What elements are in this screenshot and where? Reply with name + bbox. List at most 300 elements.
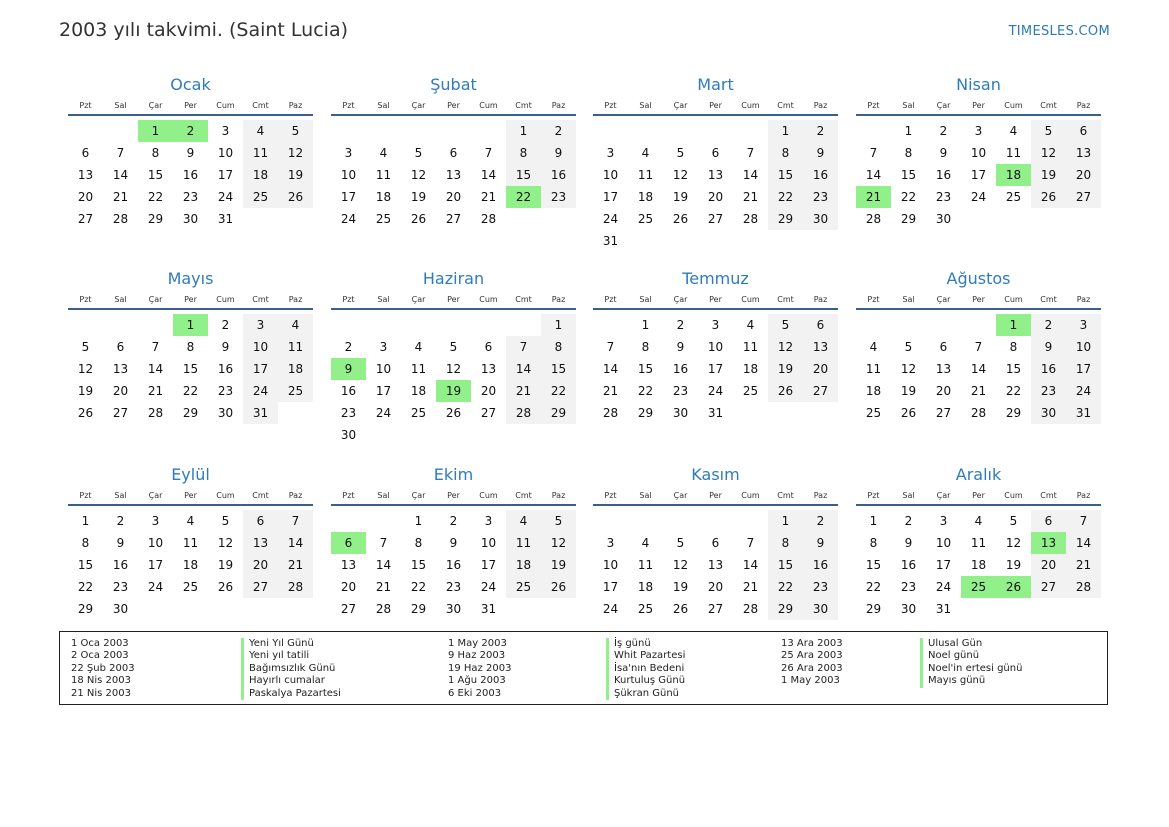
weekday-label: Sal — [902, 295, 915, 304]
weekday-label: Paz — [1076, 101, 1091, 110]
weekday-label: Pzt — [867, 491, 880, 500]
day-cell: 13 — [112, 362, 129, 376]
day-cell: 18 — [182, 558, 199, 572]
day-cell: 9 — [1031, 336, 1066, 358]
day-cell: 15 — [768, 164, 803, 186]
day-cell: 23 — [182, 190, 199, 204]
day-cell: 12 — [1005, 536, 1022, 550]
legend-holiday-name: İsa'nın Bedeni — [606, 663, 685, 675]
day-cell: 12 — [217, 536, 234, 550]
day-cell: 5 — [904, 340, 913, 354]
day-cell: 26 — [900, 406, 917, 420]
weekday-label: Sal — [377, 101, 390, 110]
weekday-label: Çar — [673, 101, 688, 110]
day-cell: 6 — [449, 146, 458, 160]
day-cell: 16 — [672, 362, 689, 376]
day-cell: 9 — [939, 146, 948, 160]
day-cell: 27 — [112, 406, 129, 420]
day-cell: 8 — [81, 536, 90, 550]
day-cell: 30 — [445, 602, 462, 616]
day-cell: 3 — [344, 146, 353, 160]
day-cell: 14 — [865, 168, 882, 182]
day-grid — [68, 120, 313, 230]
legend-date: 1 Oca 2003 — [71, 638, 129, 649]
weekday-header — [68, 98, 313, 116]
weekday-label: Cum — [741, 295, 760, 304]
weekday-label: Pzt — [79, 491, 92, 500]
day-cell: 1 — [768, 120, 803, 142]
day-cell: 13 — [480, 362, 497, 376]
legend-names-col-1 — [241, 638, 341, 700]
day-cell: 29 — [637, 406, 654, 420]
day-cell: 11 — [970, 536, 987, 550]
day-cell: 25 — [375, 212, 392, 226]
day-cell: 4 — [414, 340, 423, 354]
day-cell: 24 — [147, 580, 164, 594]
day-cell: 12 — [410, 168, 427, 182]
day-grid — [593, 510, 838, 620]
day-cell: 7 — [974, 340, 983, 354]
day-cell: 24 — [935, 580, 952, 594]
day-cell: 30 — [900, 602, 917, 616]
day-cell: 26 — [768, 380, 803, 402]
day-cell: 27 — [480, 406, 497, 420]
weekday-label: Cum — [1004, 491, 1023, 500]
day-cell: 31 — [707, 406, 724, 420]
weekday-label: Cmt — [777, 295, 794, 304]
day-cell: 31 — [602, 234, 619, 248]
day-cell: 31 — [480, 602, 497, 616]
day-cell: 22 — [1005, 384, 1022, 398]
day-cell: 17 — [217, 168, 234, 182]
day-cell: 5 — [1031, 120, 1066, 142]
day-cell: 2 — [803, 510, 838, 532]
month-name: Aralık — [955, 465, 1002, 484]
day-cell: 24 — [217, 190, 234, 204]
day-cell: 19 — [672, 190, 689, 204]
day-cell: 17 — [1066, 358, 1101, 380]
day-cell: 11 — [182, 536, 199, 550]
weekday-label: Çar — [411, 101, 426, 110]
day-cell: 31 — [217, 212, 234, 226]
holiday-day-cell: 1 — [138, 120, 173, 142]
day-cell: 4 — [506, 510, 541, 532]
day-cell: 4 — [974, 514, 983, 528]
day-cell: 10 — [375, 362, 392, 376]
legend-holiday-name: Noel günü — [920, 650, 1022, 662]
day-cell: 26 — [672, 212, 689, 226]
day-cell: 24 — [707, 384, 724, 398]
day-cell: 18 — [375, 190, 392, 204]
day-cell: 12 — [672, 168, 689, 182]
day-cell: 1 — [541, 314, 576, 336]
legend-holiday-name: Ulusal Gün — [920, 638, 1022, 650]
day-cell: 29 — [410, 602, 427, 616]
weekday-label: Sal — [639, 491, 652, 500]
day-cell: 5 — [414, 146, 423, 160]
day-cell: 21 — [602, 384, 619, 398]
day-cell: 24 — [1066, 380, 1101, 402]
day-cell: 27 — [935, 406, 952, 420]
month-name: Temmuz — [682, 269, 749, 288]
day-cell: 23 — [217, 384, 234, 398]
day-cell: 23 — [935, 190, 952, 204]
day-cell: 28 — [602, 406, 619, 420]
day-cell: 8 — [186, 340, 195, 354]
day-cell: 19 — [900, 384, 917, 398]
holiday-day-cell: 22 — [506, 186, 541, 208]
day-cell: 22 — [77, 580, 94, 594]
day-cell: 21 — [970, 384, 987, 398]
day-cell: 3 — [711, 318, 720, 332]
weekday-label: Cum — [216, 295, 235, 304]
day-cell: 10 — [1066, 336, 1101, 358]
day-cell: 22 — [541, 380, 576, 402]
day-cell: 23 — [900, 580, 917, 594]
day-cell: 17 — [602, 190, 619, 204]
day-cell: 19 — [410, 190, 427, 204]
day-cell: 1 — [768, 510, 803, 532]
day-cell: 3 — [221, 124, 230, 138]
day-cell: 26 — [541, 576, 576, 598]
legend-holiday-name: Bağımsızlık Günü — [241, 663, 341, 675]
day-cell: 9 — [904, 536, 913, 550]
weekday-label: Per — [184, 101, 197, 110]
day-cell: 21 — [278, 554, 313, 576]
day-cell: 16 — [445, 558, 462, 572]
weekday-label: Pzt — [604, 295, 617, 304]
weekday-label: Cmt — [252, 491, 269, 500]
day-cell: 11 — [637, 168, 654, 182]
weekday-label: Pzt — [342, 491, 355, 500]
month-calendar — [331, 464, 576, 620]
day-grid — [331, 314, 576, 446]
day-cell: 6 — [1066, 120, 1101, 142]
day-cell: 20 — [243, 554, 278, 576]
day-cell: 30 — [217, 406, 234, 420]
weekday-header — [331, 292, 576, 310]
weekday-label: Per — [184, 491, 197, 500]
day-cell: 10 — [340, 168, 357, 182]
month-calendar — [593, 74, 838, 252]
legend-date: 6 Eki 2003 — [448, 687, 502, 699]
month-name: Şubat — [430, 75, 477, 94]
day-cell: 15 — [865, 558, 882, 572]
day-cell: 25 — [278, 380, 313, 402]
day-cell: 25 — [182, 580, 199, 594]
day-cell: 5 — [278, 120, 313, 142]
day-cell: 11 — [243, 142, 278, 164]
day-cell: 4 — [641, 146, 650, 160]
legend-date: 18 Nis 2003 — [71, 675, 131, 687]
weekday-label: Per — [709, 101, 722, 110]
month-name: Nisan — [956, 75, 1001, 94]
weekday-header — [68, 488, 313, 506]
day-cell: 14 — [375, 558, 392, 572]
day-cell: 3 — [974, 124, 983, 138]
day-cell: 28 — [865, 212, 882, 226]
day-cell: 30 — [672, 406, 689, 420]
day-cell: 23 — [803, 576, 838, 598]
day-cell: 6 — [939, 340, 948, 354]
day-cell: 28 — [375, 602, 392, 616]
day-cell: 31 — [243, 402, 278, 424]
day-cell: 15 — [768, 554, 803, 576]
day-cell: 7 — [278, 510, 313, 532]
day-cell: 1 — [904, 124, 913, 138]
day-cell: 2 — [541, 120, 576, 142]
weekday-label: Pzt — [867, 101, 880, 110]
day-cell: 1 — [81, 514, 90, 528]
day-cell: 19 — [77, 384, 94, 398]
day-cell: 19 — [672, 580, 689, 594]
day-grid — [331, 120, 576, 230]
weekday-label: Cmt — [252, 295, 269, 304]
day-cell: 17 — [340, 190, 357, 204]
day-cell: 5 — [768, 314, 803, 336]
month-name: Mart — [697, 75, 734, 94]
weekday-label: Per — [709, 295, 722, 304]
day-cell: 19 — [1031, 164, 1066, 186]
day-cell: 14 — [147, 362, 164, 376]
weekday-label: Çar — [411, 491, 426, 500]
day-cell: 3 — [606, 146, 615, 160]
month-calendar — [856, 464, 1101, 620]
day-cell: 11 — [410, 362, 427, 376]
day-cell: 3 — [379, 340, 388, 354]
day-grid — [593, 314, 838, 424]
day-cell: 27 — [707, 212, 724, 226]
day-cell: 3 — [606, 536, 615, 550]
day-cell: 14 — [278, 532, 313, 554]
day-cell: 16 — [935, 168, 952, 182]
day-cell: 28 — [506, 402, 541, 424]
day-cell: 21 — [506, 380, 541, 402]
holiday-legend — [59, 631, 1108, 705]
weekday-label: Paz — [1076, 295, 1091, 304]
day-cell: 28 — [742, 602, 759, 616]
day-cell: 27 — [1031, 576, 1066, 598]
day-cell: 18 — [970, 558, 987, 572]
day-cell: 22 — [410, 580, 427, 594]
day-cell: 12 — [900, 362, 917, 376]
day-cell: 20 — [445, 190, 462, 204]
day-cell: 1 — [506, 120, 541, 142]
day-cell: 7 — [746, 536, 755, 550]
legend-holiday-name: Şükran Günü — [606, 688, 685, 700]
day-cell: 21 — [375, 580, 392, 594]
weekday-label: Paz — [813, 491, 828, 500]
day-cell: 26 — [410, 212, 427, 226]
day-cell: 17 — [375, 384, 392, 398]
day-cell: 15 — [182, 362, 199, 376]
legend-dates-col-1 — [71, 638, 135, 700]
month-name: Ocak — [170, 75, 211, 94]
day-cell: 4 — [1009, 124, 1018, 138]
day-cell: 29 — [147, 212, 164, 226]
day-cell: 19 — [278, 164, 313, 186]
day-cell: 25 — [243, 186, 278, 208]
weekday-label: Cum — [479, 491, 498, 500]
day-cell: 28 — [970, 406, 987, 420]
day-cell: 21 — [742, 580, 759, 594]
day-cell: 6 — [484, 340, 493, 354]
day-cell: 13 — [77, 168, 94, 182]
day-cell: 22 — [182, 384, 199, 398]
day-cell: 25 — [410, 406, 427, 420]
day-cell: 24 — [480, 580, 497, 594]
weekday-label: Çar — [936, 295, 951, 304]
day-cell: 10 — [707, 340, 724, 354]
day-cell: 17 — [970, 168, 987, 182]
day-grid — [331, 510, 576, 620]
day-cell: 20 — [77, 190, 94, 204]
day-cell: 24 — [970, 190, 987, 204]
day-cell: 22 — [900, 190, 917, 204]
day-grid — [68, 510, 313, 620]
day-cell: 16 — [217, 362, 234, 376]
day-cell: 28 — [742, 212, 759, 226]
day-cell: 29 — [900, 212, 917, 226]
day-cell: 11 — [375, 168, 392, 182]
day-cell: 21 — [147, 384, 164, 398]
weekday-label: Çar — [936, 101, 951, 110]
weekday-label: Cmt — [1040, 101, 1057, 110]
day-cell: 4 — [869, 340, 878, 354]
weekday-label: Cmt — [515, 295, 532, 304]
weekday-label: Cmt — [777, 101, 794, 110]
holiday-day-cell: 1 — [173, 314, 208, 336]
legend-date: 22 Şub 2003 — [71, 662, 135, 674]
day-cell: 4 — [186, 514, 195, 528]
day-cell: 24 — [340, 212, 357, 226]
weekday-label: Paz — [288, 295, 303, 304]
day-cell: 22 — [865, 580, 882, 594]
legend-date: 1 May 2003 — [781, 675, 840, 687]
day-cell: 19 — [541, 554, 576, 576]
legend-holiday-name: Noel'in ertesi günü — [920, 663, 1022, 675]
month-name: Mayıs — [167, 269, 214, 288]
day-cell: 28 — [480, 212, 497, 226]
day-cell: 3 — [151, 514, 160, 528]
day-cell: 18 — [742, 362, 759, 376]
day-cell: 10 — [935, 536, 952, 550]
weekday-label: Pzt — [604, 491, 617, 500]
weekday-label: Pzt — [342, 295, 355, 304]
day-cell: 17 — [147, 558, 164, 572]
day-cell: 22 — [768, 576, 803, 598]
day-cell: 16 — [112, 558, 129, 572]
day-cell: 16 — [182, 168, 199, 182]
day-cell: 13 — [445, 168, 462, 182]
day-cell: 12 — [541, 532, 576, 554]
day-cell: 10 — [147, 536, 164, 550]
day-cell: 17 — [243, 358, 278, 380]
day-cell: 8 — [414, 536, 423, 550]
day-cell: 6 — [711, 146, 720, 160]
day-cell: 21 — [480, 190, 497, 204]
month-calendar — [593, 268, 838, 424]
weekday-header — [856, 98, 1101, 116]
legend-dates-col-2 — [448, 638, 511, 700]
weekday-header — [593, 98, 838, 116]
weekday-label: Çar — [936, 491, 951, 500]
day-cell: 8 — [506, 142, 541, 164]
day-cell: 8 — [641, 340, 650, 354]
weekday-label: Cum — [1004, 295, 1023, 304]
day-cell: 5 — [1009, 514, 1018, 528]
day-cell: 24 — [243, 380, 278, 402]
day-cell: 17 — [707, 362, 724, 376]
day-cell: 23 — [1031, 380, 1066, 402]
day-cell: 9 — [116, 536, 125, 550]
day-cell: 8 — [768, 532, 803, 554]
day-cell: 5 — [449, 340, 458, 354]
weekday-label: Cum — [741, 491, 760, 500]
legend-date: 13 Ara 2003 — [781, 638, 843, 649]
weekday-label: Çar — [411, 295, 426, 304]
day-cell: 15 — [77, 558, 94, 572]
weekday-label: Çar — [673, 491, 688, 500]
legend-date: 26 Ara 2003 — [781, 662, 843, 674]
weekday-label: Cum — [741, 101, 760, 110]
day-cell: 22 — [768, 186, 803, 208]
day-cell: 13 — [935, 362, 952, 376]
month-calendar — [856, 268, 1101, 424]
weekday-label: Cum — [216, 491, 235, 500]
day-cell: 12 — [672, 558, 689, 572]
day-grid — [593, 120, 838, 252]
legend-holiday-name: Whit Pazartesi — [606, 650, 685, 662]
day-cell: 26 — [1031, 186, 1066, 208]
day-cell: 15 — [900, 168, 917, 182]
weekday-label: Cmt — [1040, 491, 1057, 500]
day-cell: 18 — [637, 190, 654, 204]
day-cell: 17 — [480, 558, 497, 572]
month-calendar — [68, 74, 313, 230]
month-calendar — [68, 464, 313, 620]
weekday-label: Sal — [377, 491, 390, 500]
day-cell: 12 — [445, 362, 462, 376]
day-cell: 14 — [602, 362, 619, 376]
weekday-label: Paz — [813, 101, 828, 110]
month-name: Haziran — [422, 269, 485, 288]
day-cell: 30 — [182, 212, 199, 226]
weekday-label: Cmt — [515, 491, 532, 500]
holiday-day-cell: 25 — [961, 576, 996, 598]
day-cell: 16 — [1031, 358, 1066, 380]
day-cell: 16 — [340, 384, 357, 398]
day-cell: 13 — [243, 532, 278, 554]
day-cell: 11 — [1005, 146, 1022, 160]
day-cell: 4 — [243, 120, 278, 142]
day-cell: 14 — [970, 362, 987, 376]
day-cell: 6 — [1031, 510, 1066, 532]
day-cell: 16 — [803, 164, 838, 186]
site-link[interactable]: TIMESLES.COM — [1008, 24, 1110, 39]
day-cell: 6 — [803, 314, 838, 336]
weekday-label: Paz — [551, 491, 566, 500]
day-cell: 8 — [869, 536, 878, 550]
day-cell: 20 — [340, 580, 357, 594]
day-cell: 8 — [151, 146, 160, 160]
legend-holiday-name: İş günü — [606, 638, 685, 650]
weekday-label: Çar — [148, 101, 163, 110]
weekday-label: Çar — [148, 295, 163, 304]
day-cell: 27 — [243, 576, 278, 598]
day-cell: 18 — [278, 358, 313, 380]
day-cell: 20 — [935, 384, 952, 398]
